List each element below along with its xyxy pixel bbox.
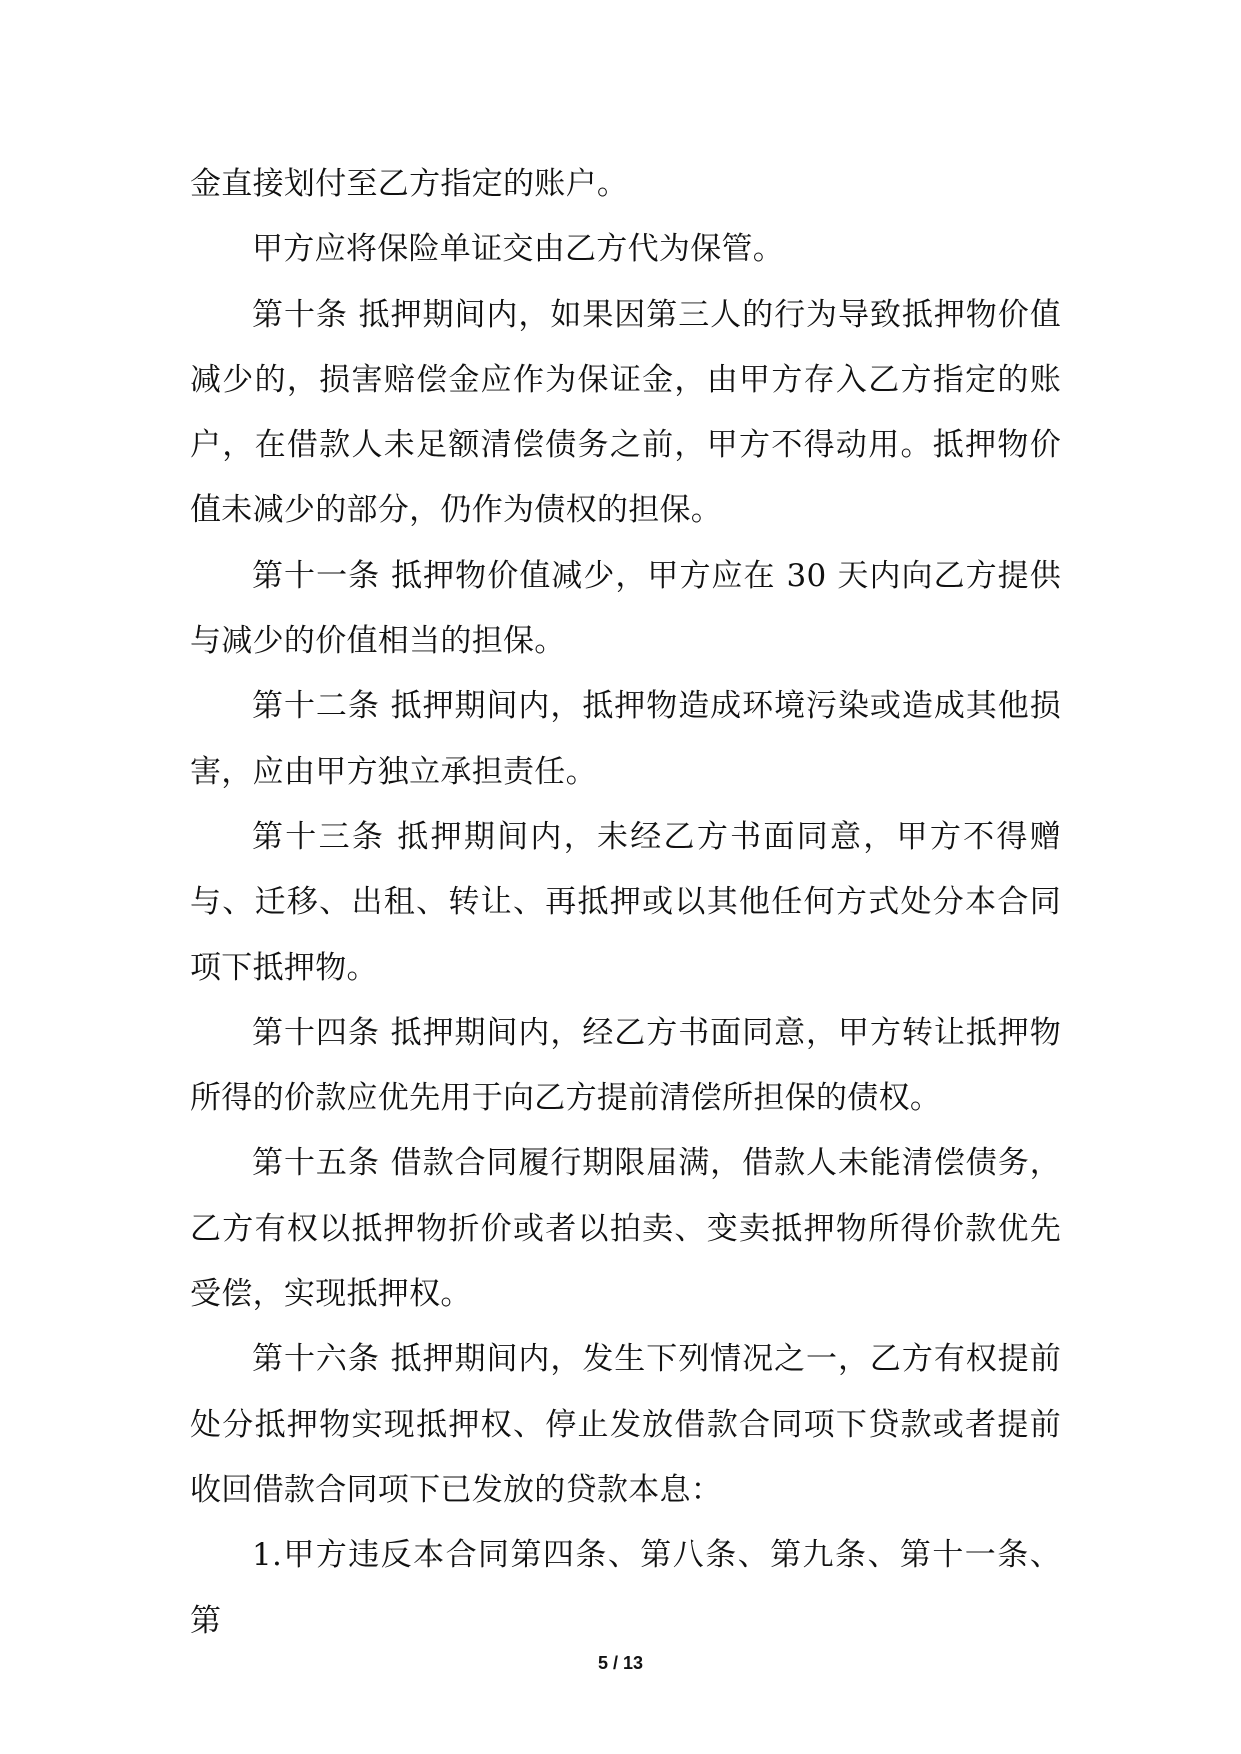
clause-15: 第十五条 借款合同履行期限届满，借款人未能清偿债务，乙方有权以抵押物折价或者以拍卖、变卖抵押物所得价款优先受偿，实现抵押权。 — [190, 1145, 1061, 1313]
clause-14: 第十四条 抵押期间内，经乙方书面同意，甲方转让抵押物所得的价款应优先用于向乙方提前清偿所担保的债权。 — [190, 1014, 1061, 1117]
clause-10: 第十条 抵押期间内，如果因第三人的行为导致抵押物价值减少的，损害赔偿金应作为保证金，由甲方存入乙方指定的账户，在借款人未足额清偿债务之前，甲方不得动用。抵押物价值未减少的部分，仍作为债权的担保。 — [190, 296, 1061, 529]
clause-16: 第十六条 抵押期间内，发生下列情况之一，乙方有权提前处分抵押物实现抵押权、停止发放借款合同项下贷款或者提前收回借款合同项下已发放的贷款本息： — [190, 1341, 1061, 1508]
list-item: 1.甲方违反本合同第四条、第八条、第九条、第十一条、第 — [190, 1537, 1061, 1639]
paragraph: 金直接划付至乙方指定的账户。 — [190, 166, 629, 202]
page-number: 5 / 13 — [597, 1653, 644, 1673]
clause-11: 第十一条 抵押物价值减少，甲方应在 30 天内向乙方提供与减少的价值相当的担保。 — [190, 557, 1061, 660]
document-body — [190, 152, 1061, 1654]
clause-13: 第十三条 抵押期间内，未经乙方书面同意，甲方不得赠与、迁移、出租、转让、再抵押或以其他任何方式处分本合同项下抵押物。 — [190, 818, 1061, 986]
clause-12: 第十二条 抵押期间内，抵押物造成环境污染或造成其他损害，应由甲方独立承担责任。 — [190, 688, 1061, 790]
paragraph: 甲方应将保险单证交由乙方代为保管。 — [252, 231, 785, 268]
